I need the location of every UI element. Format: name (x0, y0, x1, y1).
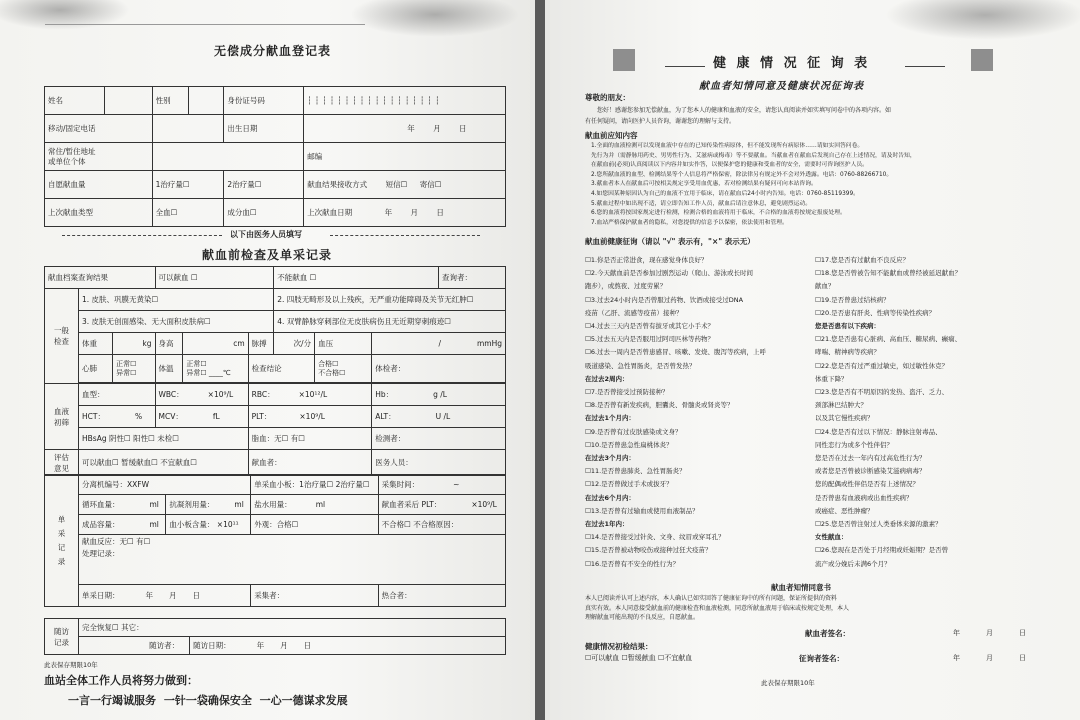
notice-item: 3.献血者本人在献血后可按相关规定享受用血优惠，若对检测结果有疑问可向本站咨询。 (591, 181, 817, 188)
donor-sign-date[interactable]: 年 月 日 (953, 629, 1026, 637)
slogan: 一言一行竭诚服务 一针一袋确保安全 一心一德谋求发展 (68, 694, 348, 707)
hct-field[interactable]: HCT： % (79, 406, 156, 428)
label: 身高 (155, 333, 183, 355)
plt-field[interactable]: PLT： ×10⁹/L (248, 406, 372, 428)
conclusion-options[interactable]: 合格☐ 不合格☐ (315, 355, 372, 383)
heart-options[interactable]: 正常☐ 异常☐ (113, 355, 155, 383)
question-item[interactable]: ☐19.是否曾患过结核病？ (815, 295, 890, 304)
question-item: 在过去3个月内： (585, 454, 636, 463)
g3[interactable]: 3. 皮肤无创面感染、无大面积皮肤病☐ (79, 311, 274, 333)
consent-line: 真实有效。本人同意接受献血前的健康检查和血液检测，同意所献血液用于临床或按规定处理，本人 (585, 604, 850, 612)
consent-line: 理解献血可能出现的不良反应，自愿献血。 (585, 614, 700, 621)
bad-field[interactable]: 不合格☐ 不合格原因： (378, 515, 505, 535)
notice-list (591, 142, 1051, 228)
component-checkbox[interactable]: 成分血☐ (224, 199, 304, 227)
opt-2[interactable]: 2治疗量☐ (224, 171, 304, 199)
hb-field[interactable]: Hb： g /L (372, 384, 506, 406)
anticoag-field[interactable]: 抗凝剂用量： ml (166, 495, 251, 515)
whole-checkbox[interactable]: 全血☐ (152, 199, 224, 227)
question-item[interactable]: ☐25.您是否曾注射过人类垂体来源的激素？ (815, 520, 942, 529)
height-field[interactable]: cm (183, 333, 248, 355)
question-item[interactable]: ☐7.是否曾接受过预防接种？ (585, 388, 669, 397)
label: 日 (436, 208, 444, 217)
label: 献血结果接收方式 (307, 180, 368, 189)
question-item: 跑步），或熬夜、过度劳累？ (585, 282, 667, 291)
label: 月 (410, 208, 418, 217)
notice-item: 先行为并（需静脉用药史、男男性行为、艾滋病或梅毒）等不要献血。当献血者在献血后发现自己存在上述情况，请及时告知， (591, 152, 916, 159)
label: 血液 初筛 (45, 384, 79, 450)
name-field[interactable] (104, 87, 152, 115)
staff-note: 以下由医务人员填写 (230, 230, 302, 239)
result-head: 健康情况初检结果： (585, 642, 653, 651)
alt-field[interactable]: ALT： U /L (372, 406, 506, 428)
question-item: 或癌症、恶性肿瘤？ (815, 506, 874, 515)
label: 上次献血日期 (307, 208, 353, 217)
question-item: 您是否患有以下疾病： (815, 322, 880, 331)
section-title: 献血前检查及单采记录 (202, 248, 333, 262)
sms-checkbox[interactable]: 短信☐ (385, 180, 408, 189)
bp-field[interactable]: / mmHg (372, 333, 506, 355)
label: 自愿献血量 (45, 171, 153, 199)
id-number-field[interactable]: ┆┆┆┆┆┆┆┆┆┆┆┆┆┆┆┆┆┆ (304, 87, 506, 115)
question-item: 是否曾患有血液病或出血性疾病？ (815, 493, 913, 502)
last-date-cell[interactable] (304, 199, 506, 227)
product-field[interactable]: 成品容量： ml (79, 515, 166, 535)
label: 姓名 (45, 87, 105, 115)
notice-item: 7.血站严格保护献血者的隐私，对您提供的信息予以保密，依法使用和管理。 (591, 219, 788, 226)
visitor-field[interactable]: 随访者： (79, 637, 190, 655)
mcv-field[interactable]: MCV： fL (155, 406, 248, 428)
blood-registration-sheet (0, 0, 535, 720)
question-item[interactable]: ☐15.是否曾被动物咬伤或接种过狂犬疫苗？ (585, 546, 712, 555)
slogan-head: 血站全体工作人员将努力做到： (44, 674, 198, 687)
g2[interactable]: 2. 四肢无畸形及以上残疾，无严重功能障碍及关节无红肿☐ (274, 289, 506, 311)
question-item[interactable]: ☐22.您是否有过严重过敏史，如过敏性休克？ (815, 361, 949, 370)
gender-field[interactable] (188, 87, 224, 115)
retention-note: 此表保存期限10年 (761, 679, 815, 687)
hbsag-field[interactable]: HBsAg 阴性☐ 阳性☐ 未检☐ (79, 428, 249, 450)
question-item[interactable]: ☐1.你是否正常进食，现在感觉身体良好？ (585, 256, 708, 264)
question-item[interactable]: ☐12.是否曾做过手术或拔牙？ (585, 480, 673, 489)
g1[interactable]: 1. 皮肤、巩膜无黄染☐ (79, 289, 274, 311)
cycle-field[interactable]: 循环血量： ml (79, 495, 166, 515)
question-item[interactable]: ☐16.是否曾有不安全的性行为？ (585, 559, 680, 568)
time-field[interactable]: 采集时间： ~ (378, 475, 505, 495)
label: 上次献血类型 (45, 199, 153, 227)
staff-sign-label: 征询者签名： (799, 654, 844, 663)
label: 年 (384, 208, 393, 217)
label: 一般 检查 (45, 289, 79, 384)
label: 随访 记录 (45, 619, 79, 655)
kit-options[interactable]: 单采血小板：1治疗量☐ 2治疗量☐ (251, 475, 378, 495)
label: 常住/暂住地址 或单位个体 (45, 143, 153, 171)
question-item: 哮喘、精神病等疾病？ (815, 348, 880, 357)
checker-field[interactable]: 热合者： (378, 585, 505, 607)
notice-item: 4.如您因某种原因认为自己的血液不宜用于临床，请在献血后24小时内告知。电话：0760-85119399。 (591, 190, 859, 197)
right-questions (815, 254, 961, 571)
question-item[interactable]: ☐9.是否曾有过皮肤感染或文身？ (585, 427, 682, 436)
label: 身份证号码 (224, 87, 304, 115)
left-questions (585, 254, 766, 571)
question-item: 在过去1年内： (585, 520, 629, 529)
rbc-field[interactable]: RBC： ×10¹²/L (248, 384, 372, 406)
question-item[interactable]: ☐10.是否曾患急性扁桃体炎？ (585, 440, 673, 449)
retention-note: 此表保存期限10年 (44, 661, 98, 669)
question-item: 同性恋行为或多个性伴侣？ (815, 440, 893, 449)
question-item: 在过去6个月内： (585, 493, 636, 502)
address-field[interactable] (152, 143, 304, 171)
label: 脉搏 (248, 333, 274, 355)
plt-count-field[interactable]: 血小板含量： ×10¹¹ (166, 515, 251, 535)
question-item[interactable]: ☐20.是否患有肝炎、性病等传染性疾病？ (815, 308, 936, 317)
sheet-subtitle: 献血者知情同意及健康状况征询表 (699, 81, 864, 92)
question-item[interactable]: ☐18.您是否曾被告知不能献血或曾经被延迟献血？ (815, 269, 962, 278)
question-item[interactable]: ☐11.是否曾患肺炎、急性胃肠炎？ (585, 467, 686, 476)
greeting-text: 您好！感谢您参加无偿献血，为了您本人的健康和血液的安全，请您认真阅读并如实填写问卷中的各项内容。如 (597, 107, 892, 114)
question-item: 流产或分娩后未满6个月？ (815, 559, 891, 568)
question-item[interactable]: ☐13.是否曾有过输血或使用血液制品？ (585, 506, 699, 515)
question-item: 在过去2周内： (585, 374, 629, 383)
label: 性别 (152, 87, 188, 115)
date-field[interactable]: 单采日期： 年 月 日 (79, 585, 251, 607)
question-item[interactable]: ☐4.过去三天内是否曾有拔牙或其它小手术？ (585, 322, 715, 331)
dob-field[interactable] (304, 115, 506, 143)
eval-options[interactable]: 可以献血☐ 暂缓献血☐ 不宜献血☐ (79, 450, 249, 476)
zip-cell[interactable] (304, 143, 506, 171)
question-item: 在过去1个月内： (585, 414, 636, 423)
phone-field[interactable] (152, 115, 224, 143)
pulse-field[interactable]: 次/分 (274, 333, 315, 355)
question-item: 吸道感染、急性胃肠炎，是否曾发热？ (585, 361, 696, 370)
marker-square (971, 49, 993, 71)
notice-item: 2.您所献血液的血型、检测结果等个人信息将严格保密，除法律另有规定外不会对外透露。电话：0760-88266710。 (591, 171, 893, 178)
registration-table (44, 86, 506, 227)
label: 年 (407, 124, 415, 133)
opt-1[interactable]: 1治疗量☐ (152, 171, 224, 199)
label: 日 (458, 124, 467, 133)
question-item: 您是否在过去一年内有过高危性行为？ (815, 454, 926, 463)
look-field[interactable]: 外观：合格☐ (251, 515, 378, 535)
g4[interactable]: 4. 双臂静脉穿刺部位无皮肤病伤且无近期穿刺痕迹☐ (274, 311, 506, 333)
examiner-field[interactable]: 体检者： (372, 355, 506, 383)
question-item: 女性献血： (815, 533, 848, 542)
question-item[interactable]: ☐6.过去一周内是否曾患感冒、咳嗽、发烧、腹泻等疾病，上呼 (585, 348, 767, 357)
check-table (44, 266, 506, 476)
apheresis-table (44, 474, 506, 607)
label: 献血档案查询结果 (45, 267, 156, 289)
notify-cell[interactable] (304, 171, 506, 199)
question-item[interactable]: ☐8.是否曾有新发疾病，胆囊炎、骨髓炎或肾炎等？ (585, 401, 734, 410)
can-donate[interactable]: 可以献血 ☐ (155, 267, 274, 289)
question-item[interactable]: ☐21.您是否患有心脏病、高血压、糖尿病、癫痫、 (815, 335, 962, 344)
consent-line: 本人已阅读并认可上述内容，本人确认已如实回答了健康征询中的所有问题，保证所提供的资料 (585, 595, 838, 602)
reaction-field[interactable]: 献血反应：无☐ 有☐ 处理记录： (79, 535, 506, 585)
question-item[interactable]: ☐14.是否曾接受过针灸、文身、纹眉或穿耳孔？ (585, 533, 725, 542)
form-title: 无偿成分献血登记表 (214, 44, 332, 58)
vdate-field[interactable]: 随访日期： 年 月 日 (190, 637, 506, 655)
temp-options[interactable]: 正常☐ 异常☐ ____℃ (183, 355, 248, 383)
result-options[interactable]: ☐可以献血 ☐暂缓献血 ☐不宜献血 (585, 654, 693, 662)
question-item: 或者您是否曾被诊断感染艾滋病病毒？ (815, 467, 926, 476)
staff-sign[interactable]: 医务人员： (372, 450, 506, 476)
question-item: 疫苗（乙肝、流感等疫苗）接种？ (585, 308, 683, 317)
notice-head: 献血前应知内容 (585, 131, 638, 140)
label: 心肺 (79, 355, 113, 383)
followup-table (44, 618, 506, 655)
scan-smudge (0, 0, 130, 30)
label: 出生日期 (224, 115, 304, 143)
status-field[interactable]: 完全恢复☐ 其它： (79, 619, 506, 637)
btype-field[interactable]: 血型： (79, 384, 156, 406)
notice-item: 1.全面的血液检测可以发现血液中存在的已知传染性病原体，但不能发现所有病原体……请如实回答问卷。 (591, 143, 864, 149)
tester-field[interactable]: 检测者： (372, 428, 506, 450)
scan-smudge (885, 0, 1080, 40)
label: 检查结论 (248, 355, 314, 383)
label: 单 采 记 录 (45, 475, 79, 607)
marker-square (613, 49, 635, 71)
question-item: 颈部淋巴结肿大？ (815, 401, 867, 410)
label: 移动/固定电话 (45, 115, 153, 143)
wbc-field[interactable]: WBC： ×10⁹/L (155, 384, 248, 406)
cannot-donate[interactable]: 不能献血 ☐ (274, 267, 439, 289)
scan-smudge (350, 0, 520, 37)
question-item: 您的配偶或性伴侣是否有上述情况？ (815, 480, 919, 489)
question-item[interactable]: ☐26.您现在是否处于月经期或妊娠期？是否曾 (815, 546, 949, 555)
machine-field[interactable]: 分离机编号：XXFW (79, 475, 251, 495)
sheet-title: 健 康 情 况 征 询 表 (713, 56, 871, 71)
consent-text (585, 594, 1055, 623)
question-item[interactable]: ☐24.您是否有过以下情况：静脉注射毒品、 (815, 427, 942, 436)
donor-sign[interactable]: 献血者： (248, 450, 372, 476)
donor-sign-label: 献血者签名： (805, 629, 850, 638)
label: 月 (433, 124, 441, 133)
lipid-field[interactable]: 脂血：无☐ 有☐ (248, 428, 372, 450)
greeting: 尊敬的朋友： (585, 93, 630, 102)
question-item: 献血？ (815, 282, 835, 291)
mail-checkbox[interactable]: 寄信☐ (419, 180, 442, 189)
question-head: 献血前健康征询（请以 "√" 表示有，"×" 表示无） (585, 237, 755, 246)
question-item[interactable]: ☐2.今天献血前是否参加过剧烈运动（爬山、游泳或长时间 (585, 269, 754, 278)
label: 邮编 (307, 152, 323, 161)
label: 血压 (315, 333, 372, 355)
greeting-text: 有任何疑问，请向医护人员咨询，谢谢您的理解与支持。 (585, 118, 736, 125)
staff-sign-date[interactable]: 年 月 日 (953, 654, 1026, 662)
question-item: 以及其它慢性疾病？ (815, 414, 874, 423)
plt-after-field[interactable]: 献血者采后 PLT： ×10⁹/L (378, 495, 505, 515)
saline-field[interactable]: 盐水用量： ml (251, 495, 378, 515)
question-item[interactable]: ☐23.您是否有不明原因的发热、盗汗、乏力、 (815, 388, 949, 397)
question-item[interactable]: ☐17.您是否有过献血不良反应？ (815, 256, 910, 264)
question-item[interactable]: ☐5.过去五天内是否服用过阿司匹林等药物？ (585, 335, 715, 344)
collector-field[interactable]: 采集者： (251, 585, 378, 607)
notice-item: 在献血前(必须)认真阅读以下内容并如实作答，以便保护您的健康和受血者的安全，需要时可咨询医护人员。 (591, 162, 868, 169)
querier[interactable]: 查询者： (439, 267, 506, 289)
notice-item: 5.献血过程中如出现不适，请立即告知工作人员，献血后请注意休息，避免剧烈运动。 (591, 200, 812, 207)
weight-field[interactable]: kg (113, 333, 155, 355)
question-item[interactable]: ☐3.过去24小时内是否曾服过药物、饮酒或接受过DNA (585, 295, 744, 304)
question-item: 体重下降？ (815, 374, 848, 383)
label: 评估 意见 (45, 450, 79, 476)
consent-head: 献血者知情同意书 (771, 583, 831, 592)
label: 体温 (155, 355, 183, 383)
notice-item: 6.您的血液将按国家规定进行检测，检测合格的血液将用于临床，不合格的血液将按规定报废处理。 (591, 210, 846, 217)
health-questionnaire-sheet (545, 0, 1080, 720)
label: 体重 (79, 333, 113, 355)
